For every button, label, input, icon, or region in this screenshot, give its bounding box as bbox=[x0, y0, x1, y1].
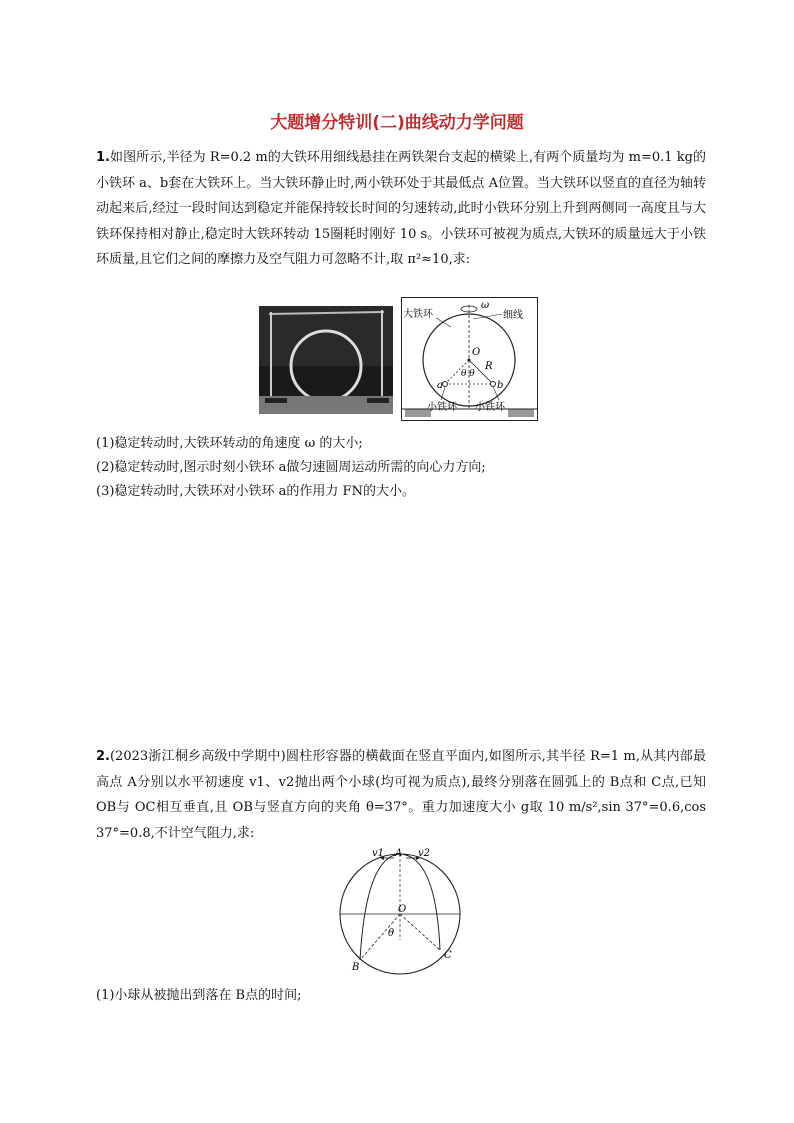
question-1-body: 如图所示,半径为 R=0.2 m的大铁环用细线悬挂在两铁架台支起的横梁上,有两个质量均为 m=0.1 kg的小铁环 a、b套在大铁环上。当大铁环静止时,两小铁环处于其最低点 A位置。当大铁环以竖直的直径为轴转动起来后,经过一段时间达到稳定并能保持较长时间的匀速转动,此时小铁环分别上升到两侧同一高度且与大铁环保持相对静止,稳定时大铁环转动 15圈耗时刚好 10 s。小铁环可被视为质点,大铁环的质量远大于小铁环质量,且它们之间的摩擦力及空气阻力可忽略不计,取 π²≈10,求: bbox=[96, 150, 706, 267]
label-v2: v2 bbox=[418, 848, 431, 859]
label-A: A bbox=[395, 848, 403, 859]
label-theta: θ bbox=[388, 928, 395, 939]
label-small-ring-left: 小铁环 bbox=[427, 402, 457, 413]
label-O: O bbox=[398, 904, 407, 915]
question-1-sub-1: (1)稳定转动时,大铁环转动的角速度 ω 的大小; bbox=[96, 436, 363, 451]
label-big-ring: 大铁环 bbox=[403, 309, 433, 320]
label-theta: θ θ bbox=[461, 369, 475, 379]
label-C: C bbox=[444, 950, 452, 961]
question-1-text bbox=[96, 145, 706, 273]
label-small-ring-right: 小铁环 bbox=[475, 402, 505, 413]
apparatus-photo bbox=[259, 306, 393, 414]
label-v1: v1 bbox=[372, 848, 385, 859]
page-title: 大题增分特训(二)曲线动力学问题 bbox=[270, 113, 524, 133]
circle-projectile-diagram bbox=[336, 848, 464, 976]
question-2-sub-1: (1)小球从被抛出到落在 B点的时间; bbox=[96, 988, 302, 1003]
question-1-sub-2: (2)稳定转动时,图示时刻小铁环 a做匀速圆周运动所需的向心力方向; bbox=[96, 460, 486, 475]
label-R: R bbox=[485, 361, 493, 372]
question-2-body: (2023浙江桐乡高级中学期中)圆柱形容器的横截面在竖直平面内,如图所示,其半径 R=1 m,从其内部最高点 A分别以水平初速度 v1、v2抛出两个小球(均可视为质点),最终分别落在圆弧上的 B点和 C点,已知 OB与 OC相互垂直,且 OB与竖直方向的夹角 θ=37°。重力加速度大小 g取 10 m/s²,sin 37°=0.6,cos 37°=0.8,不计空气阻力,求: bbox=[96, 749, 706, 841]
label-thread: 细线 bbox=[503, 310, 523, 321]
label-b: b bbox=[497, 380, 504, 391]
question-1-number: 1. bbox=[96, 150, 110, 165]
question-2-number: 2. bbox=[96, 749, 110, 764]
ring-schematic bbox=[401, 297, 538, 421]
label-omega: ω bbox=[481, 300, 490, 311]
label-B: B bbox=[352, 962, 360, 973]
question-1-sub-3: (3)稳定转动时,大铁环对小铁环 a的作用力 FN的大小。 bbox=[96, 484, 415, 499]
question-2-text bbox=[96, 744, 706, 846]
label-a: a bbox=[437, 380, 443, 391]
label-O: O bbox=[472, 347, 481, 358]
